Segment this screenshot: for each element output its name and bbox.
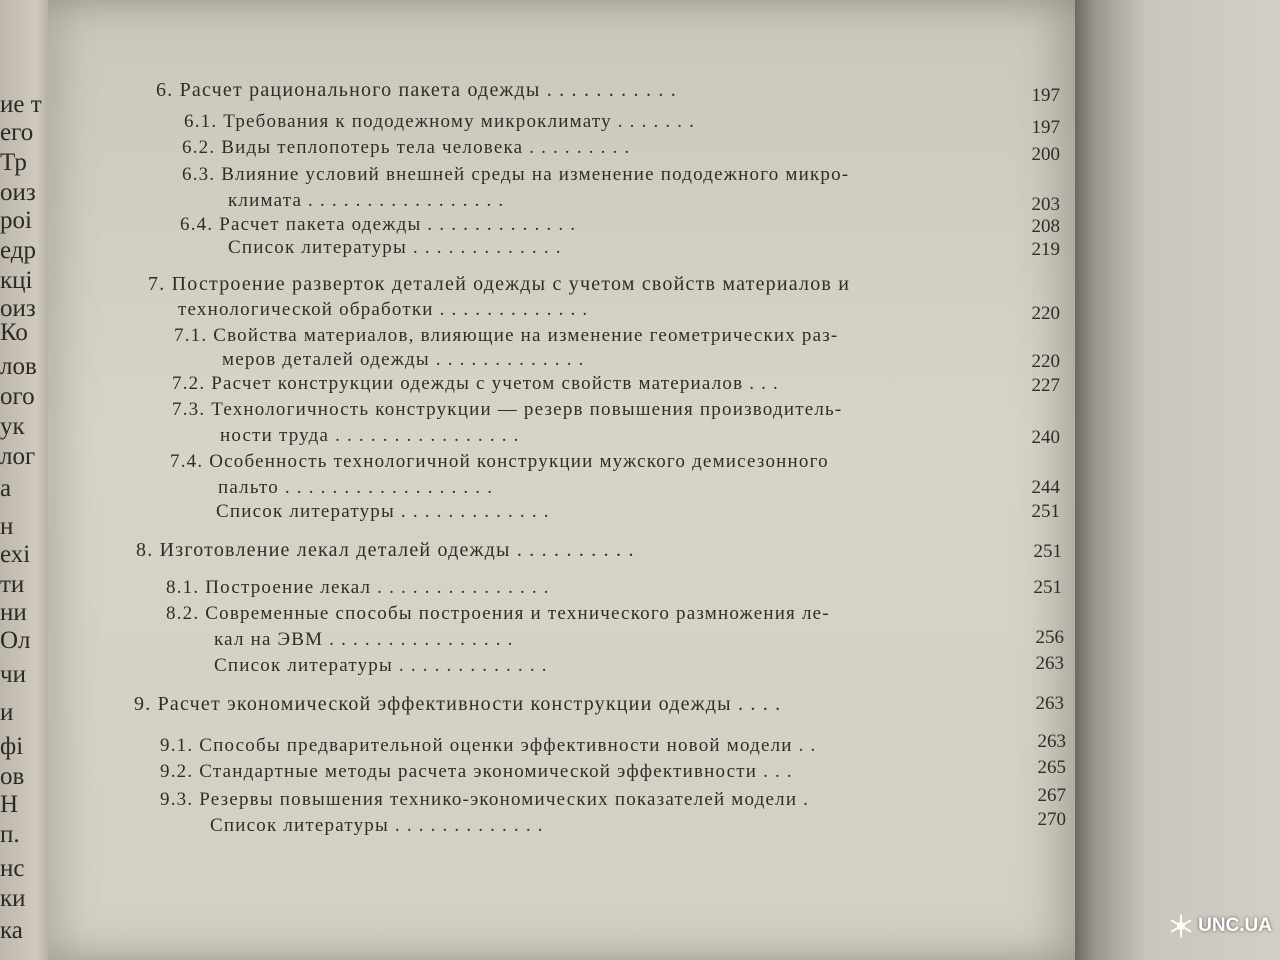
toc-entry-title: меров деталей одежды . . . . . . . . . . . . . <box>222 349 585 370</box>
left-page-text: ка <box>0 917 23 944</box>
left-page-text: н <box>0 513 14 540</box>
toc-entry-title: 6. Расчет рационального пакета одежды . . . . . . . . . . . <box>156 79 677 101</box>
toc-page-number: 203 <box>1031 194 1060 215</box>
left-page-text: ие т <box>0 91 42 118</box>
toc-entry-title: 6.1. Требования к пододежному микроклимату . . . . . . . <box>184 111 696 132</box>
left-page-text: чи <box>0 661 26 688</box>
toc-entry-title: Список литературы . . . . . . . . . . . . . <box>210 815 544 836</box>
toc-entry-title: 7.2. Расчет конструкции одежды с учетом свойств материалов . . . <box>172 373 779 394</box>
left-page-text: кці <box>0 267 33 294</box>
toc-page-number: 220 <box>1031 303 1060 324</box>
left-page-text: едр <box>0 237 36 264</box>
toc-page-number: 244 <box>1031 477 1060 498</box>
toc-entry-title: пальто . . . . . . . . . . . . . . . . . . <box>218 477 494 498</box>
toc-page-number: 256 <box>1035 627 1064 648</box>
toc-page-number: 227 <box>1031 375 1060 396</box>
toc-entry-title: 7.1. Свойства материалов, влияющие на изменение геометрических раз- <box>174 325 839 346</box>
toc-entry-title: 6.3. Влияние условий внешней среды на изменение пододежного микро- <box>182 164 850 185</box>
left-page-text: ов <box>0 763 25 790</box>
toc-page-number: 197 <box>1031 117 1060 138</box>
left-page-text: Н <box>0 791 19 818</box>
toc-entry-title: 9.2. Стандартные методы расчета экономической эффективности . . . <box>160 761 793 782</box>
toc-page-number: 251 <box>1031 501 1060 522</box>
toc-entry-title: климата . . . . . . . . . . . . . . . . . <box>228 190 505 211</box>
toc-entry-title: технологической обработки . . . . . . . . . . . . . <box>178 299 589 320</box>
toc-entry-title: 7.4. Особенность технологичной конструкции мужского демисезонного <box>170 451 829 472</box>
toc-page-number: 265 <box>1037 757 1066 778</box>
toc-page-number: 219 <box>1031 239 1060 260</box>
left-page-text: Ол <box>0 627 31 654</box>
toc-entry-title: 8.1. Построение лекал . . . . . . . . . . . . . . . <box>166 577 550 598</box>
toc-entry-title: Список литературы . . . . . . . . . . . . . <box>216 501 550 522</box>
left-page-text: оиз <box>0 295 36 322</box>
left-page-text: ти <box>0 571 25 598</box>
toc-entry-title: ности труда . . . . . . . . . . . . . . . . <box>220 425 520 446</box>
watermark <box>1168 902 1272 950</box>
left-page-text: оиз <box>0 179 36 206</box>
left-page-text: его <box>0 119 34 146</box>
left-page-text: нс <box>0 855 25 882</box>
toc-entry-title: кал на ЭВМ . . . . . . . . . . . . . . . . <box>214 629 514 650</box>
toc-page-number: 208 <box>1031 216 1060 237</box>
toc-entry-title: 6.4. Расчет пакета одежды . . . . . . . . . . . . . <box>180 214 577 235</box>
toc-page-number: 240 <box>1031 427 1060 448</box>
left-page-text: и <box>0 699 14 726</box>
left-page-text: ого <box>0 383 35 410</box>
left-page-text: а <box>0 475 12 502</box>
left-page-text: ук <box>0 413 25 440</box>
snowflake-logo-icon <box>1168 909 1194 943</box>
toc-page-number: 263 <box>1035 653 1064 674</box>
toc-page-number: 220 <box>1031 351 1060 372</box>
toc-entry-title: 8.2. Современные способы построения и технического размножения ле- <box>166 603 830 624</box>
toc-page-number: 197 <box>1031 85 1060 106</box>
toc-entry-title: 9.1. Способы предварительной оценки эффективности новой модели . . <box>160 735 817 756</box>
toc-page-number: 263 <box>1035 693 1064 714</box>
left-page-text: роі <box>0 207 32 234</box>
left-page-text: ни <box>0 599 27 626</box>
toc-entry-title: 8. Изготовление лекал деталей одежды . . . . . . . . . . <box>136 539 635 561</box>
toc-page-number: 263 <box>1037 731 1066 752</box>
left-page-text: ехі <box>0 541 31 568</box>
toc-entry-title: 9. Расчет экономической эффективности конструкции одежды . . . . <box>134 693 782 715</box>
toc-entry-title: 7.3. Технологичность конструкции — резерв повышения производитель- <box>172 399 843 420</box>
right-book-cover <box>1075 0 1280 960</box>
toc-page-number: 267 <box>1037 785 1066 806</box>
left-page-text: Ко <box>0 319 28 346</box>
toc-entry-title: Список литературы . . . . . . . . . . . . . <box>228 237 562 258</box>
left-page-text: лог <box>0 443 36 470</box>
toc-page-number: 251 <box>1033 577 1062 598</box>
left-page-text: фі <box>0 733 24 760</box>
toc-entry-title: 7. Построение разверток деталей одежды с учетом свойств материалов и <box>148 273 851 295</box>
toc-page-number: 200 <box>1031 144 1060 165</box>
toc-entry-title: 9.3. Резервы повышения технико-экономических показателей модели . <box>160 789 810 810</box>
toc-entry-title: 6.2. Виды теплопотерь тела человека . . . . . . . . . <box>182 137 631 158</box>
left-page-text: ки <box>0 885 26 912</box>
left-page-text: п. <box>0 821 20 848</box>
left-page-text: лов <box>0 353 37 380</box>
watermark-text: UNC.UA <box>1198 915 1272 936</box>
toc-page-number: 251 <box>1033 541 1062 562</box>
toc-page-number: 270 <box>1037 809 1066 830</box>
left-page-text: Тр <box>0 149 27 176</box>
toc-entry-title: Список литературы . . . . . . . . . . . . . <box>214 655 548 676</box>
